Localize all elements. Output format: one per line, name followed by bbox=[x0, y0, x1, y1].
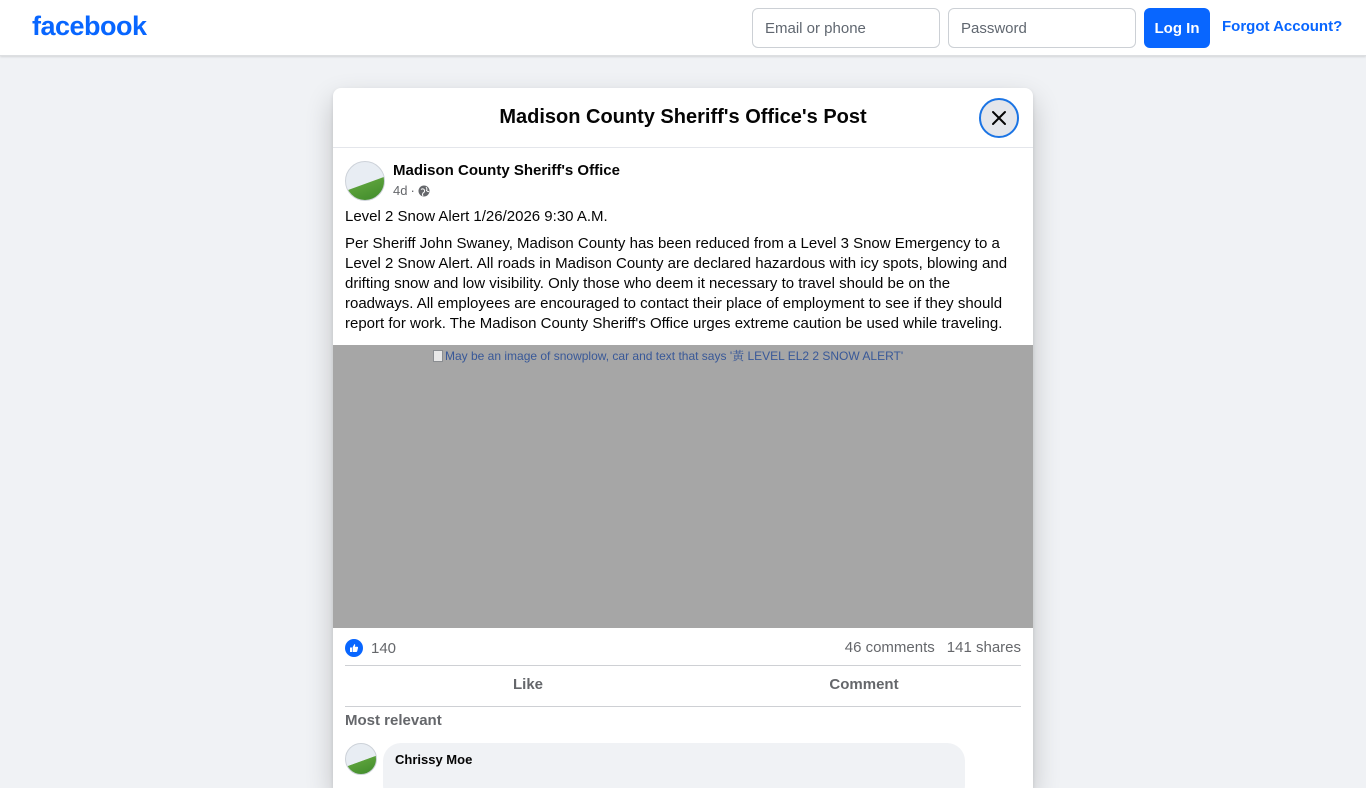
image-alt-label: May be an image of snowplow, car and text that says '黃 LEVEL EL2 2 SNOW ALERT' bbox=[445, 349, 904, 363]
comment-item bbox=[383, 743, 965, 788]
globe-icon bbox=[418, 185, 430, 197]
post-meta bbox=[393, 183, 430, 198]
commenter-avatar[interactable] bbox=[345, 743, 377, 775]
comment-button[interactable]: Comment bbox=[829, 676, 899, 693]
post-image[interactable] bbox=[333, 345, 1033, 628]
login-button[interactable]: Log In bbox=[1144, 8, 1210, 48]
post-body: Per Sheriff John Swaney, Madison County has been reduced from a Level 3 Snow Emergency to a Level 2 Snow Alert. All roads in Madison County are declared hazardous with icy spots, blowing and drifting snow and low visibility. Only those who deem it necessary to travel should be on the roadways. All employees are encouraged to contact their place of employment to see if they should report for work. The Madison County Sheriff's Office urges extreme caution be used while traveling. bbox=[345, 235, 1008, 332]
divider bbox=[345, 665, 1021, 666]
reaction-count[interactable]: 140 bbox=[371, 640, 397, 657]
dialog-header bbox=[333, 88, 1033, 148]
reaction-stats bbox=[345, 637, 1021, 659]
page-avatar[interactable] bbox=[345, 161, 385, 201]
post-dialog bbox=[333, 88, 1033, 788]
thumbs-up-icon bbox=[349, 643, 359, 653]
like-reaction-icon[interactable] bbox=[345, 639, 363, 657]
comment-sort-selector[interactable]: Most relevant bbox=[345, 712, 442, 729]
broken-image-icon bbox=[433, 350, 443, 362]
shares-count[interactable]: 141 shares bbox=[946, 639, 1021, 656]
close-icon bbox=[991, 110, 1007, 126]
commenter-name[interactable]: Chrissy Moe bbox=[395, 752, 473, 767]
post-time[interactable]: 4d bbox=[393, 183, 408, 198]
like-button[interactable]: Like bbox=[512, 676, 543, 693]
post-author[interactable]: Madison County Sheriff's Office bbox=[393, 162, 620, 179]
divider bbox=[345, 706, 1021, 707]
facebook-logo[interactable]: facebook bbox=[32, 11, 147, 41]
engagement-counts bbox=[845, 639, 1021, 656]
top-navigation-bar bbox=[0, 0, 1366, 56]
password-field[interactable] bbox=[948, 8, 1136, 48]
dialog-title: Madison County Sheriff's Office's Post bbox=[499, 106, 867, 128]
close-button[interactable] bbox=[979, 98, 1019, 138]
forgot-account-link[interactable]: Forgot Account? bbox=[1222, 18, 1343, 35]
comments-count[interactable]: 46 comments bbox=[844, 639, 935, 656]
post-heading: Level 2 Snow Alert 1/26/2026 9:30 A.M. bbox=[345, 208, 608, 225]
email-field[interactable] bbox=[752, 8, 940, 48]
meta-separator: · bbox=[410, 183, 415, 198]
image-alt-text bbox=[433, 347, 903, 364]
